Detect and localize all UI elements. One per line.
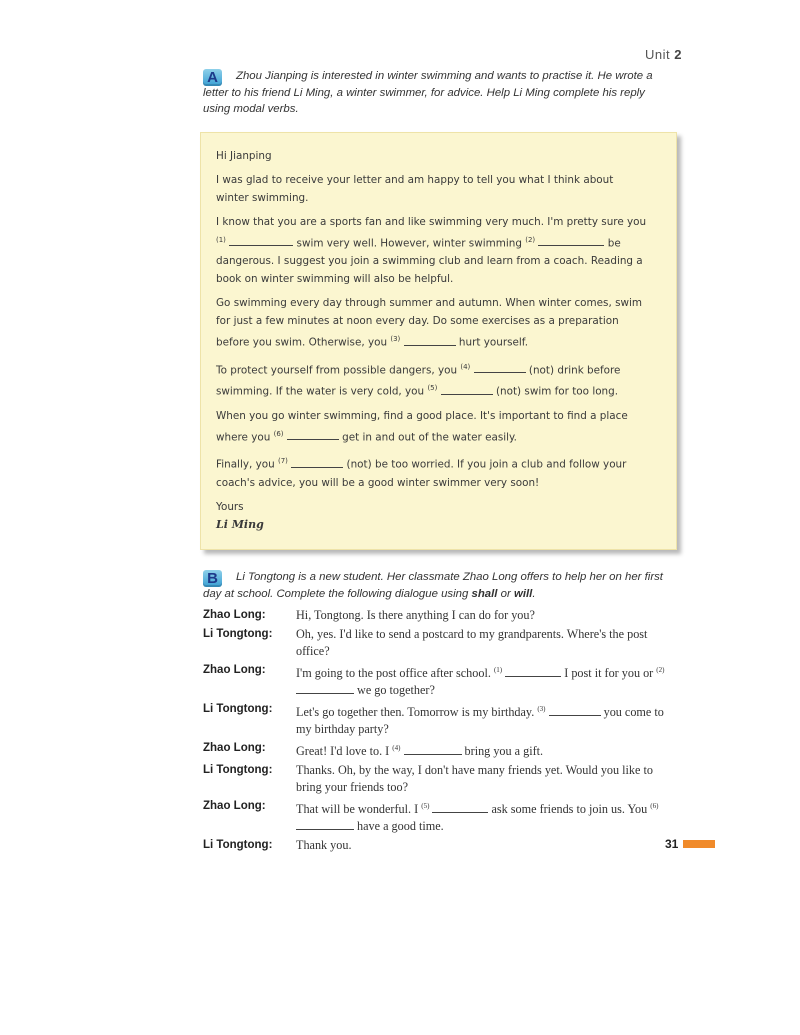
page-number-accent-bar bbox=[683, 840, 715, 848]
unit-label: Unit 2 bbox=[645, 47, 682, 62]
blank-7[interactable] bbox=[291, 467, 343, 468]
blank-5[interactable] bbox=[441, 394, 493, 395]
blank-3[interactable] bbox=[404, 345, 456, 346]
dialogue-line: Zhao Long: Hi, Tongtong. Is there anything I can do for you? bbox=[203, 608, 535, 622]
blank-number: (6) bbox=[650, 802, 659, 811]
letter-paragraph-3: Go swimming every day through summer and autumn. When winter comes, swim for just a few minutes at noon every day. Do some exercises as a preparation before you swim. Otherwise, you $^{(3)}$ hurt yourself. bbox=[216, 297, 642, 349]
dialogue-line: Li Tongtong: Let's go together then. Tomorrow is my birthday. $^{(3)}$ you come to my birthday party? bbox=[203, 703, 664, 737]
section-b-instruction: B Li Tongtong is a new student. Her classmate Zhao Long offers to help her on her first day at school. Complete the following dialogue using shall or will. bbox=[203, 570, 663, 600]
dialogue-blank-5[interactable] bbox=[432, 812, 488, 813]
page-number: 31 bbox=[665, 837, 679, 851]
blank-1[interactable] bbox=[229, 245, 293, 246]
dialogue-line: Zhao Long: I'm going to the post office after school. $^{(1)}$ I post it for you or $^{(2)}$ we go together? bbox=[203, 664, 665, 698]
blank-number: (2) bbox=[525, 236, 536, 244]
blank-2[interactable] bbox=[538, 245, 604, 246]
letter-closing: Yours bbox=[216, 500, 244, 513]
dialogue-line: Li Tongtong: Thank you. bbox=[203, 838, 352, 853]
dialogue-blank-6[interactable] bbox=[296, 829, 354, 830]
speaker: Li Tongtong: bbox=[203, 628, 273, 640]
dialogue-line: Zhao Long: Great! I'd love to. I $^{(4)}$ bring you a gift. bbox=[203, 742, 544, 759]
section-a-instruction: A Zhou Jianping is interested in winter swimming and wants to practise it. He wrote a letter to his friend Li Ming, a winter swimmer, for advice. Help Li Ming complete his reply using modal verbs. bbox=[203, 69, 653, 115]
letter-signature: Li Ming bbox=[216, 517, 264, 531]
letter-paragraph-2: I know that you are a sports fan and like swimming very much. I'm pretty sure you $^{(1)}$ swim very well. However, winter swimming $^{(2)}$ be dangerous. I suggest you join a swimming club and learn from a coach. Reading a book on winter swimming will also be helpful. bbox=[216, 216, 647, 286]
blank-number: (1) bbox=[493, 666, 503, 674]
blank-number: (4) bbox=[460, 362, 471, 371]
section-a-badge: A bbox=[203, 69, 222, 86]
section-b-badge: B bbox=[203, 570, 222, 587]
letter-greeting: Hi Jianping bbox=[216, 150, 272, 162]
dialogue-blank-4[interactable] bbox=[404, 754, 462, 755]
blank-number: (5) bbox=[421, 802, 430, 811]
dialogue bbox=[203, 607, 673, 856]
blank-4[interactable] bbox=[474, 372, 526, 373]
blank-number: (7) bbox=[278, 457, 288, 466]
letter-paragraph-4: To protect yourself from possible dangers, you $^{(4)}$ (not) drink before swimming. If the water is very cold, you $^{(5)}$ (not) swim for too long. bbox=[216, 362, 621, 398]
letter-paragraph-5: When you go winter swimming, find a good place. It's important to find a place where you $^{(6)}$ get in and out of the water easily. bbox=[216, 409, 628, 444]
dialogue-line: Li Tongtong: Oh, yes. I'd like to send a postcard to my grandparents. Where's the post office? bbox=[203, 627, 648, 658]
blank-number: (2) bbox=[656, 666, 665, 674]
letter-paragraph-1: I was glad to receive your letter and am happy to tell you what I think about winter swimming. bbox=[216, 174, 614, 204]
blank-6[interactable] bbox=[287, 439, 339, 440]
speaker: Zhao Long: bbox=[203, 664, 266, 676]
blank-number: (3) bbox=[537, 705, 546, 714]
letter-paragraph-6: Finally, you $^{(7)}$ (not) be too worried. If you join a club and follow your coach's advice, you will be a good winter swimmer very soon! bbox=[216, 457, 627, 489]
speaker: Zhao Long: bbox=[203, 609, 266, 621]
dialogue-blank-1[interactable] bbox=[505, 676, 561, 677]
blank-number: (1) bbox=[216, 236, 226, 244]
speaker: Li Tongtong: bbox=[203, 764, 273, 777]
speaker: Li Tongtong: bbox=[203, 839, 273, 852]
letter-box bbox=[200, 132, 677, 550]
unit-number: 2 bbox=[674, 47, 682, 62]
dialogue-blank-3[interactable] bbox=[549, 715, 601, 716]
dialogue-line: Li Tongtong: Thanks. Oh, by the way, I don't have many friends yet. Would you like to bring your friends too? bbox=[203, 763, 653, 795]
speaker: Zhao Long: bbox=[203, 742, 266, 755]
dialogue-blank-2[interactable] bbox=[296, 693, 354, 694]
blank-number: (4) bbox=[392, 744, 401, 753]
blank-number: (3) bbox=[390, 335, 401, 344]
speaker: Zhao Long: bbox=[203, 800, 266, 813]
blank-number: (5) bbox=[427, 384, 438, 393]
blank-number: (6) bbox=[273, 429, 284, 438]
speaker: Li Tongtong: bbox=[203, 703, 273, 716]
dialogue-line: Zhao Long: That will be wonderful. I $^{(5)}$ ask some friends to join us. You $^{(6)}$ have a good time. bbox=[203, 800, 659, 834]
